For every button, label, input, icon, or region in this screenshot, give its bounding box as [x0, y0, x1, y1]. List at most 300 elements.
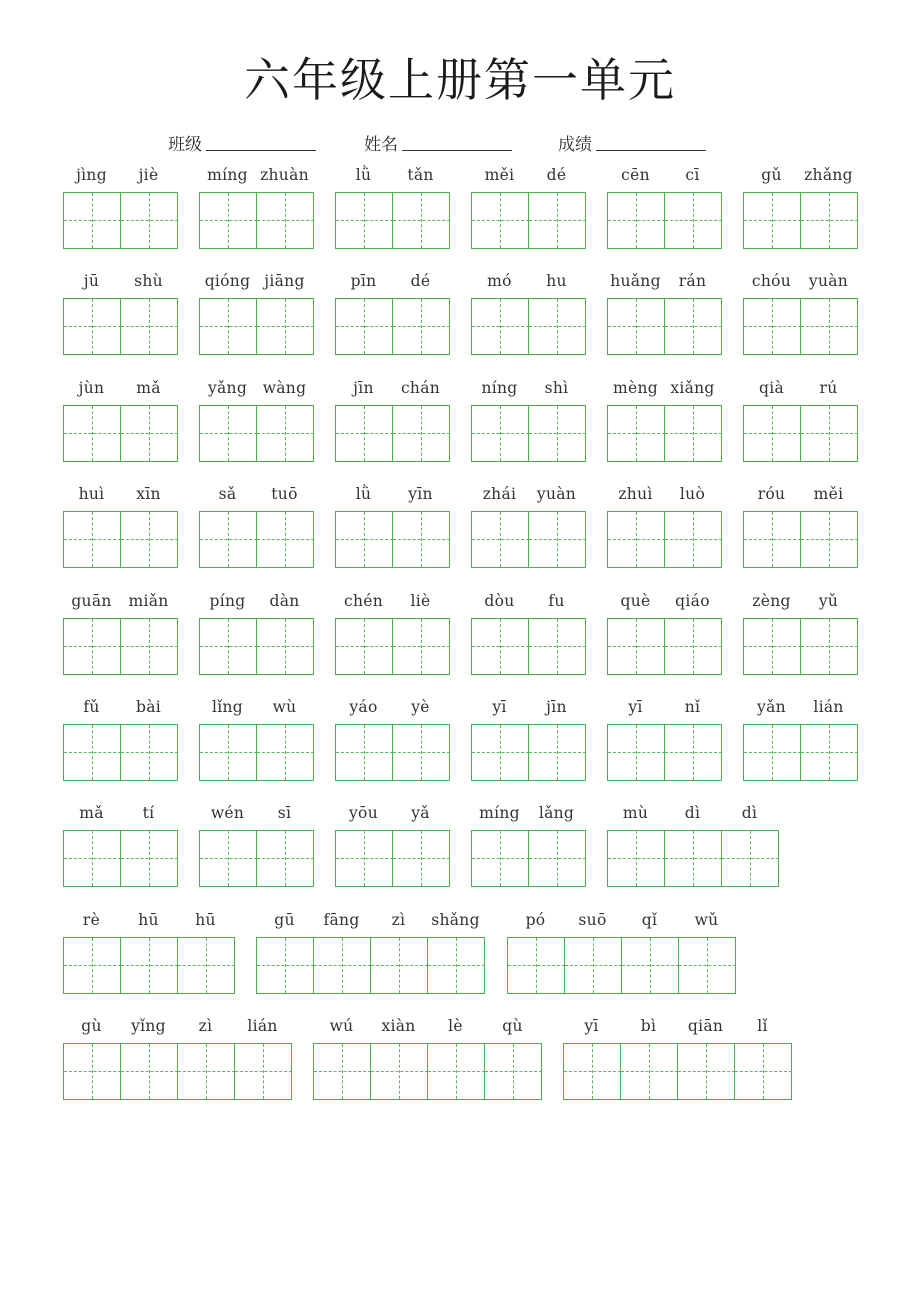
- writing-cell[interactable]: [200, 193, 257, 250]
- guide-line-horizontal: [257, 539, 314, 540]
- pinyin-label: lǜ: [355, 166, 372, 184]
- writing-boxes: [199, 724, 314, 781]
- writing-cell[interactable]: [371, 1044, 428, 1101]
- writing-cell[interactable]: [529, 406, 586, 463]
- guide-line-horizontal: [665, 433, 722, 434]
- word-group: [471, 166, 587, 251]
- guide-line-horizontal: [744, 752, 801, 753]
- writing-cell[interactable]: [665, 831, 722, 888]
- writing-cell[interactable]: [744, 725, 801, 782]
- guide-line-horizontal: [371, 965, 428, 966]
- guide-line-horizontal: [121, 326, 178, 327]
- guide-line-horizontal: [393, 752, 450, 753]
- guide-line-horizontal: [621, 1071, 678, 1072]
- writing-cell[interactable]: [200, 619, 257, 676]
- pinyin-label: hū: [138, 911, 159, 929]
- guide-line-horizontal: [608, 539, 665, 540]
- writing-cell[interactable]: [722, 831, 779, 888]
- word-group: [743, 166, 859, 251]
- word-group: [63, 166, 179, 251]
- pinyin-label: bì: [640, 1017, 657, 1035]
- pinyin-label: xīn: [136, 485, 161, 503]
- guide-line-horizontal: [472, 220, 529, 221]
- writing-cell[interactable]: [314, 1044, 371, 1101]
- word-group: [743, 379, 859, 464]
- guide-line-horizontal: [529, 858, 586, 859]
- writing-boxes: [471, 724, 586, 781]
- pinyin-label: wàng: [262, 379, 307, 397]
- writing-cell[interactable]: [608, 831, 665, 888]
- guide-line-horizontal: [64, 220, 121, 221]
- writing-cell[interactable]: [257, 725, 314, 782]
- writing-cell[interactable]: [529, 193, 586, 250]
- guide-line-horizontal: [336, 539, 393, 540]
- guide-line-horizontal: [121, 1071, 178, 1072]
- pinyin-label: qià: [758, 379, 785, 397]
- writing-cell[interactable]: [608, 725, 665, 782]
- pinyin-label: yōu: [349, 804, 378, 822]
- writing-cell[interactable]: [64, 725, 121, 782]
- writing-cell[interactable]: [336, 193, 393, 250]
- writing-cell[interactable]: [801, 619, 858, 676]
- pinyin-label: yī: [492, 698, 507, 716]
- writing-cell[interactable]: [801, 193, 858, 250]
- pinyin-label: miǎn: [128, 592, 169, 610]
- writing-cell[interactable]: [529, 512, 586, 569]
- writing-boxes: [743, 405, 858, 462]
- word-group: [63, 911, 236, 996]
- guide-line-horizontal: [336, 433, 393, 434]
- writing-cell[interactable]: [665, 725, 722, 782]
- writing-boxes: [471, 618, 586, 675]
- writing-cell[interactable]: [200, 299, 257, 356]
- pinyin-label: fāng: [323, 911, 360, 929]
- writing-cell[interactable]: [665, 299, 722, 356]
- pinyin-label: hū: [195, 911, 216, 929]
- pinyin-label: jū: [83, 272, 100, 290]
- writing-cell[interactable]: [608, 299, 665, 356]
- pinyin-label: cī: [685, 166, 700, 184]
- writing-cell[interactable]: [336, 406, 393, 463]
- pinyin-label: mèng: [613, 379, 658, 397]
- writing-cell[interactable]: [257, 938, 314, 995]
- pinyin-label: gū: [274, 911, 295, 929]
- guide-line-horizontal: [257, 646, 314, 647]
- guide-line-horizontal: [64, 752, 121, 753]
- writing-boxes: [743, 724, 858, 781]
- class-label: 班级: [168, 135, 202, 155]
- writing-cell[interactable]: [608, 512, 665, 569]
- pinyin-label: rè: [82, 911, 101, 929]
- writing-cell[interactable]: [485, 1044, 542, 1101]
- pinyin-label: mǎ: [79, 804, 104, 822]
- writing-cell[interactable]: [336, 512, 393, 569]
- writing-boxes: [335, 298, 450, 355]
- writing-boxes: [63, 298, 178, 355]
- word-group: [199, 698, 315, 783]
- writing-boxes: [335, 618, 450, 675]
- writing-cell[interactable]: [64, 406, 121, 463]
- writing-cell[interactable]: [371, 938, 428, 995]
- writing-cell[interactable]: [665, 512, 722, 569]
- writing-boxes: [335, 405, 450, 462]
- writing-cell[interactable]: [64, 512, 121, 569]
- writing-boxes: [607, 724, 722, 781]
- writing-cell[interactable]: [665, 406, 722, 463]
- writing-cell[interactable]: [608, 193, 665, 250]
- writing-cell[interactable]: [529, 619, 586, 676]
- writing-cell[interactable]: [121, 299, 178, 356]
- writing-cell[interactable]: [64, 1044, 121, 1101]
- guide-line-horizontal: [257, 326, 314, 327]
- guide-line-horizontal: [393, 433, 450, 434]
- writing-cell[interactable]: [393, 299, 450, 356]
- word-group: [607, 804, 780, 889]
- guide-line-horizontal: [744, 539, 801, 540]
- word-group: [335, 698, 451, 783]
- pinyin-label: dàn: [269, 592, 300, 610]
- guide-line-horizontal: [336, 326, 393, 327]
- writing-boxes: [199, 511, 314, 568]
- guide-line-horizontal: [371, 1071, 428, 1072]
- writing-boxes: [743, 192, 858, 249]
- writing-boxes: [199, 618, 314, 675]
- writing-cell[interactable]: [744, 193, 801, 250]
- writing-cell[interactable]: [257, 299, 314, 356]
- guide-line-horizontal: [622, 965, 679, 966]
- pinyin-label: wǔ: [694, 911, 719, 929]
- pinyin-label: chán: [400, 379, 441, 397]
- writing-cell[interactable]: [529, 831, 586, 888]
- word-group: [199, 272, 315, 357]
- guide-line-horizontal: [801, 433, 858, 434]
- writing-cell[interactable]: [744, 619, 801, 676]
- writing-cell[interactable]: [565, 938, 622, 995]
- pinyin-label: yè: [411, 698, 430, 716]
- guide-line-horizontal: [722, 858, 779, 859]
- pinyin-label: zhuàn: [260, 166, 309, 184]
- word-group: [607, 272, 723, 357]
- name-label: 姓名: [364, 135, 398, 155]
- guide-line-horizontal: [608, 326, 665, 327]
- writing-cell[interactable]: [393, 831, 450, 888]
- writing-boxes: [607, 192, 722, 249]
- guide-line-horizontal: [608, 646, 665, 647]
- writing-cell[interactable]: [257, 512, 314, 569]
- pinyin-label: rán: [678, 272, 707, 290]
- pinyin-label: yīn: [408, 485, 433, 503]
- pinyin-label: dòu: [484, 592, 515, 610]
- word-group: [63, 379, 179, 464]
- class-field[interactable]: [206, 150, 316, 151]
- writing-cell[interactable]: [257, 406, 314, 463]
- word-group: [199, 485, 315, 570]
- writing-cell[interactable]: [608, 406, 665, 463]
- guide-line-horizontal: [64, 539, 121, 540]
- word-group: [607, 166, 723, 251]
- writing-boxes: [607, 618, 722, 675]
- pinyin-label: mó: [487, 272, 512, 290]
- writing-boxes: [335, 724, 450, 781]
- writing-cell[interactable]: [121, 512, 178, 569]
- writing-boxes: [743, 618, 858, 675]
- writing-cell[interactable]: [529, 299, 586, 356]
- writing-cell[interactable]: [393, 619, 450, 676]
- guide-line-horizontal: [235, 1071, 292, 1072]
- word-group: [313, 1017, 543, 1102]
- pinyin-label: qiáo: [675, 592, 710, 610]
- writing-boxes: [743, 511, 858, 568]
- guide-line-horizontal: [665, 539, 722, 540]
- guide-line-horizontal: [257, 752, 314, 753]
- writing-boxes: [335, 830, 450, 887]
- pinyin-label: yǐng: [131, 1017, 166, 1035]
- pinyin-label: hu: [546, 272, 567, 290]
- word-group: [507, 911, 737, 996]
- writing-cell[interactable]: [744, 299, 801, 356]
- pinyin-label: yī: [584, 1017, 599, 1035]
- writing-cell[interactable]: [472, 831, 529, 888]
- writing-cell[interactable]: [121, 406, 178, 463]
- writing-cell[interactable]: [472, 725, 529, 782]
- word-group: [63, 804, 179, 889]
- writing-cell[interactable]: [801, 725, 858, 782]
- writing-cell[interactable]: [472, 619, 529, 676]
- writing-cell[interactable]: [64, 938, 121, 995]
- word-group: [335, 379, 451, 464]
- writing-cell[interactable]: [621, 1044, 678, 1101]
- guide-line-horizontal: [801, 752, 858, 753]
- guide-line-horizontal: [428, 1071, 485, 1072]
- writing-cell[interactable]: [622, 938, 679, 995]
- writing-boxes: [471, 511, 586, 568]
- pinyin-label: rú: [819, 379, 838, 397]
- writing-cell[interactable]: [393, 512, 450, 569]
- guide-line-horizontal: [257, 965, 314, 966]
- guide-line-horizontal: [336, 752, 393, 753]
- pinyin-label: jùn: [78, 379, 105, 397]
- word-group: [199, 804, 315, 889]
- guide-line-horizontal: [393, 326, 450, 327]
- writing-cell[interactable]: [678, 1044, 735, 1101]
- writing-cell[interactable]: [336, 831, 393, 888]
- writing-cell[interactable]: [121, 725, 178, 782]
- guide-line-horizontal: [801, 539, 858, 540]
- pinyin-label: huǎng: [610, 272, 661, 290]
- writing-boxes: [199, 298, 314, 355]
- pinyin-label: tǎn: [407, 166, 434, 184]
- guide-line-horizontal: [200, 858, 257, 859]
- writing-cell[interactable]: [121, 193, 178, 250]
- writing-cell[interactable]: [679, 938, 736, 995]
- guide-line-horizontal: [257, 858, 314, 859]
- writing-cell[interactable]: [529, 725, 586, 782]
- name-field[interactable]: [402, 150, 512, 151]
- word-group: [335, 272, 451, 357]
- pinyin-label: měi: [813, 485, 844, 503]
- writing-cell[interactable]: [393, 725, 450, 782]
- writing-cell[interactable]: [336, 299, 393, 356]
- word-group: [199, 592, 315, 677]
- guide-line-horizontal: [336, 858, 393, 859]
- pinyin-label: liè: [410, 592, 431, 610]
- writing-cell[interactable]: [336, 619, 393, 676]
- pinyin-label: mǎ: [136, 379, 161, 397]
- writing-cell[interactable]: [665, 193, 722, 250]
- writing-boxes: [256, 937, 485, 994]
- writing-cell[interactable]: [508, 938, 565, 995]
- guide-line-horizontal: [665, 326, 722, 327]
- pinyin-label: mù: [622, 804, 649, 822]
- word-group: [607, 592, 723, 677]
- pinyin-label: dé: [410, 272, 431, 290]
- writing-cell[interactable]: [178, 1044, 235, 1101]
- writing-cell[interactable]: [744, 512, 801, 569]
- guide-line-horizontal: [665, 858, 722, 859]
- guide-line-horizontal: [472, 433, 529, 434]
- pinyin-label: dì: [741, 804, 758, 822]
- writing-cell[interactable]: [121, 1044, 178, 1101]
- writing-cell[interactable]: [472, 299, 529, 356]
- guide-line-horizontal: [744, 646, 801, 647]
- guide-line-horizontal: [121, 965, 178, 966]
- writing-boxes: [199, 830, 314, 887]
- writing-cell[interactable]: [314, 938, 371, 995]
- score-field[interactable]: [596, 150, 706, 151]
- pinyin-label: bài: [135, 698, 162, 716]
- writing-cell[interactable]: [801, 406, 858, 463]
- word-group: [335, 166, 451, 251]
- writing-cell[interactable]: [64, 193, 121, 250]
- writing-cell[interactable]: [64, 619, 121, 676]
- pinyin-label: xiǎng: [670, 379, 715, 397]
- writing-cell[interactable]: [393, 193, 450, 250]
- guide-line-horizontal: [64, 646, 121, 647]
- writing-cell[interactable]: [393, 406, 450, 463]
- pinyin-label: yuàn: [536, 485, 577, 503]
- guide-line-horizontal: [121, 646, 178, 647]
- writing-cell[interactable]: [801, 512, 858, 569]
- writing-cell[interactable]: [744, 406, 801, 463]
- pinyin-label: níng: [481, 379, 518, 397]
- writing-boxes: [471, 405, 586, 462]
- writing-cell[interactable]: [200, 725, 257, 782]
- writing-cell[interactable]: [428, 938, 485, 995]
- guide-line-horizontal: [472, 539, 529, 540]
- writing-cell[interactable]: [257, 831, 314, 888]
- pinyin-label: nǐ: [684, 698, 701, 716]
- pinyin-label: lǐng: [211, 698, 244, 716]
- writing-cell[interactable]: [735, 1044, 792, 1101]
- pinyin-label: lǎng: [538, 804, 575, 822]
- writing-cell[interactable]: [64, 831, 121, 888]
- writing-cell[interactable]: [121, 831, 178, 888]
- pinyin-label: lǜ: [355, 485, 372, 503]
- writing-cell[interactable]: [472, 406, 529, 463]
- writing-cell[interactable]: [472, 193, 529, 250]
- word-group: [199, 379, 315, 464]
- guide-line-horizontal: [257, 220, 314, 221]
- guide-line-horizontal: [529, 752, 586, 753]
- writing-cell[interactable]: [235, 1044, 292, 1101]
- guide-line-horizontal: [608, 752, 665, 753]
- writing-boxes: [63, 1043, 292, 1100]
- pinyin-label: tí: [142, 804, 155, 822]
- pinyin-label: qǐ: [641, 911, 658, 929]
- writing-cell[interactable]: [801, 299, 858, 356]
- guide-line-horizontal: [472, 326, 529, 327]
- writing-cell[interactable]: [200, 831, 257, 888]
- writing-cell[interactable]: [665, 619, 722, 676]
- word-group: [471, 804, 587, 889]
- writing-cell[interactable]: [200, 512, 257, 569]
- pinyin-label: pó: [525, 911, 546, 929]
- writing-cell[interactable]: [336, 725, 393, 782]
- writing-cell[interactable]: [257, 619, 314, 676]
- pinyin-label: lǐ: [757, 1017, 768, 1035]
- writing-cell[interactable]: [472, 512, 529, 569]
- guide-line-horizontal: [801, 326, 858, 327]
- guide-line-horizontal: [200, 326, 257, 327]
- pinyin-label: jiāng: [264, 272, 305, 290]
- guide-line-horizontal: [665, 752, 722, 753]
- word-group: [563, 1017, 793, 1102]
- writing-cell[interactable]: [608, 619, 665, 676]
- word-group: [335, 485, 451, 570]
- writing-boxes: [507, 937, 736, 994]
- writing-cell[interactable]: [564, 1044, 621, 1101]
- pinyin-label: huì: [78, 485, 105, 503]
- pinyin-label: gù: [81, 1017, 102, 1035]
- pinyin-label: shù: [134, 272, 163, 290]
- guide-line-horizontal: [393, 858, 450, 859]
- guide-line-horizontal: [64, 858, 121, 859]
- writing-boxes: [607, 830, 779, 887]
- guide-line-horizontal: [314, 965, 371, 966]
- pinyin-label: wén: [210, 804, 245, 822]
- pinyin-label: sī: [277, 804, 292, 822]
- writing-cell[interactable]: [200, 406, 257, 463]
- pinyin-label: měi: [484, 166, 515, 184]
- writing-cell[interactable]: [64, 299, 121, 356]
- guide-line-horizontal: [64, 965, 121, 966]
- pinyin-label: yǎn: [757, 698, 786, 716]
- guide-line-horizontal: [564, 1071, 621, 1072]
- word-group: [471, 485, 587, 570]
- guide-line-horizontal: [679, 965, 736, 966]
- guide-line-horizontal: [178, 1071, 235, 1072]
- writing-cell[interactable]: [121, 938, 178, 995]
- guide-line-horizontal: [565, 965, 622, 966]
- writing-cell[interactable]: [428, 1044, 485, 1101]
- writing-boxes: [63, 192, 178, 249]
- pinyin-label: zhuì: [618, 485, 653, 503]
- guide-line-horizontal: [608, 220, 665, 221]
- page-title: 六年级上册第一单元: [244, 53, 676, 107]
- word-group: [63, 485, 179, 570]
- writing-cell[interactable]: [121, 619, 178, 676]
- pinyin-label: róu: [757, 485, 786, 503]
- guide-line-horizontal: [608, 858, 665, 859]
- writing-cell[interactable]: [178, 938, 235, 995]
- guide-line-horizontal: [508, 965, 565, 966]
- pinyin-label: suō: [578, 911, 607, 929]
- guide-line-horizontal: [665, 220, 722, 221]
- word-group: [335, 804, 451, 889]
- writing-boxes: [335, 192, 450, 249]
- writing-cell[interactable]: [257, 193, 314, 250]
- guide-line-horizontal: [472, 752, 529, 753]
